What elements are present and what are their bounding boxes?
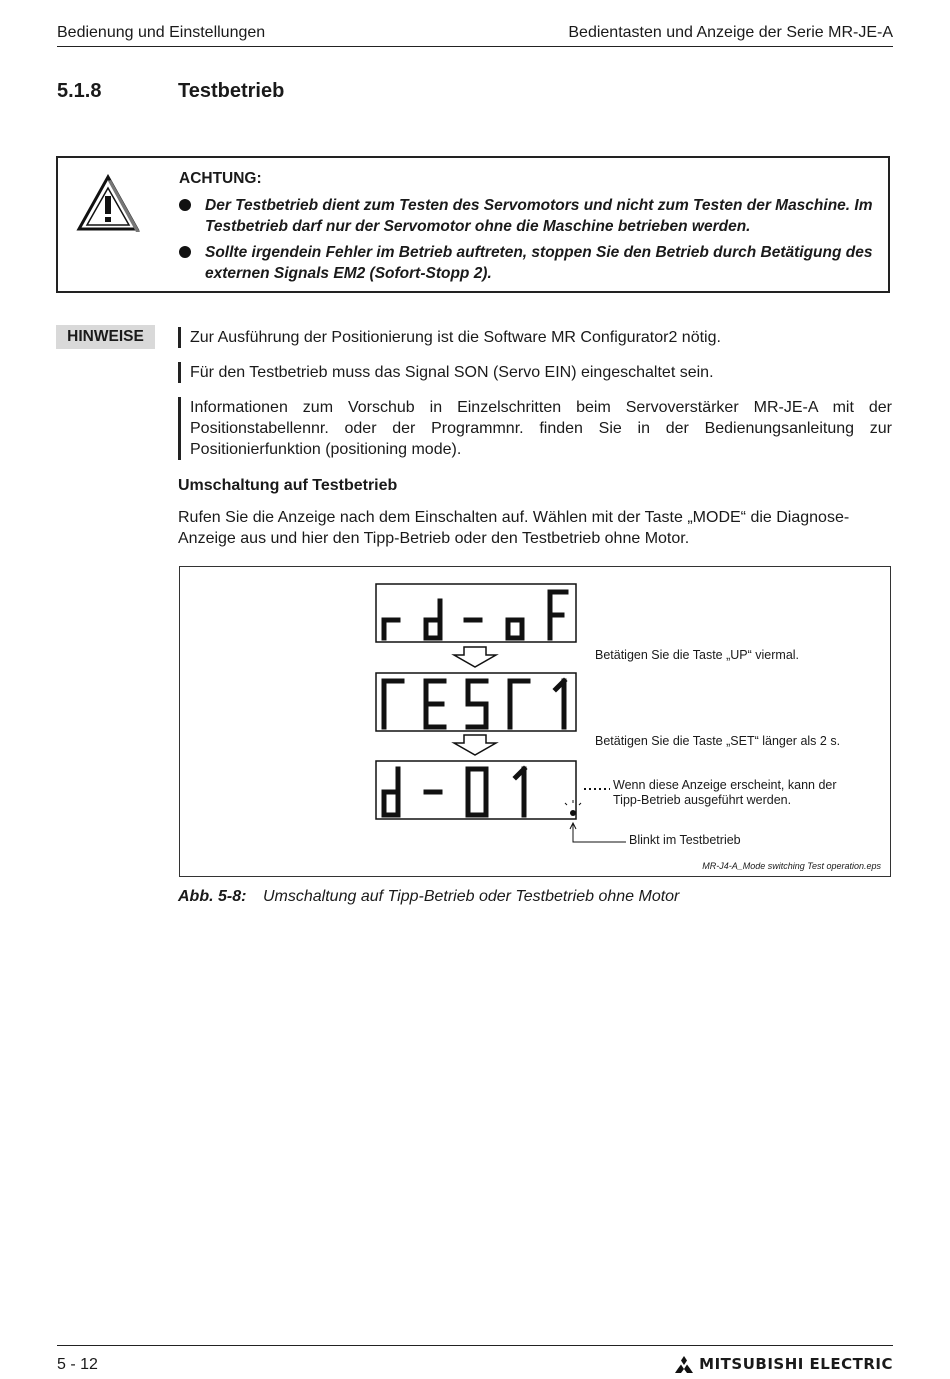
figure-caption-label: Abb. 5-8: xyxy=(178,888,247,905)
step-set-instruction: Betätigen Sie die Taste „SET“ länger als 2 s. xyxy=(595,734,841,748)
caution-item-text: Sollte irgendein Fehler im Betrieb auftreten, stoppen Sie den Betrieb durch Betätigung des externen Signals EM2 (Sofort-Stopp 2). xyxy=(205,244,873,282)
caution-list xyxy=(179,195,879,289)
decimal-point-icon xyxy=(570,810,576,816)
display-d-01 xyxy=(384,769,524,815)
note-item: Für den Testbetrieb muss das Signal SON (Servo EIN) eingeschaltet sein. xyxy=(178,362,892,383)
company-logo xyxy=(673,1355,893,1373)
section-number: 5.1.8 xyxy=(57,80,102,102)
caution-item xyxy=(179,242,879,284)
footer-rule xyxy=(57,1345,893,1346)
caution-box xyxy=(56,156,890,293)
step-up-instruction: Betätigen Sie die Taste „UP“ viermal. xyxy=(595,648,800,662)
figure-filename: MR-J4-A_Mode switching Test operation.eps xyxy=(702,861,881,871)
running-header-left: Bedienung und Einstellungen xyxy=(57,24,266,41)
figure-box xyxy=(179,566,891,877)
notes-label: HINWEISE xyxy=(56,325,155,349)
display-rd-of xyxy=(384,592,566,638)
section-title: Testbetrieb xyxy=(178,80,285,102)
arrow-down-icon xyxy=(454,647,496,667)
note-item: Informationen zum Vorschub in Einzelschritten beim Servoverstärker MR-JE-A mit der Positionstabellennr. oder der Programmnr. finden Sie in der Bedienungsanleitung zur Positionierfunktion (positioning mode). xyxy=(178,397,892,460)
subsection-title: Umschaltung auf Testbetrieb xyxy=(178,477,398,494)
figure-caption-text: Umschaltung auf Tipp-Betrieb oder Testbetrieb ohne Motor xyxy=(263,888,680,905)
display-note-line2: Tipp-Betrieb ausgeführt werden. xyxy=(613,793,792,807)
bullet-icon xyxy=(179,199,191,211)
note-item: Zur Ausführung der Positionierung ist die Software MR Configurator2 nötig. xyxy=(178,327,892,348)
running-header-right: Bedientasten und Anzeige der Serie MR-JE-A xyxy=(568,24,893,41)
blink-label: Blinkt im Testbetrieb xyxy=(629,833,741,847)
caution-item-text: Der Testbetrieb dient zum Testen des Servomotors und nicht zum Testen der Maschine. Im Testbetrieb darf nur der Servomotor ohne die Maschine betrieben werden. xyxy=(205,197,873,235)
display-note-line1: Wenn diese Anzeige erscheint, kann der xyxy=(613,778,837,792)
subsection-text: Rufen Sie die Anzeige nach dem Einschalten auf. Wählen mit der Taste „MODE“ die Diagnose-Anzeige aus und hier den Tipp-Betrieb oder den Testbetrieb ohne Motor. xyxy=(178,509,850,547)
caution-title: ACHTUNG: xyxy=(179,170,262,187)
mitsubishi-diamonds-icon xyxy=(673,1356,695,1373)
bullet-icon xyxy=(179,246,191,258)
page-number: 5 - 12 xyxy=(57,1356,98,1373)
display-test1 xyxy=(384,681,564,727)
caution-item xyxy=(179,195,879,237)
arrow-down-icon xyxy=(454,735,496,755)
header-rule xyxy=(57,46,893,47)
mode-switch-diagram xyxy=(180,567,890,876)
logo-text: MITSUBISHI ELECTRIC xyxy=(699,1355,893,1373)
warning-triangle-icon xyxy=(76,174,140,232)
